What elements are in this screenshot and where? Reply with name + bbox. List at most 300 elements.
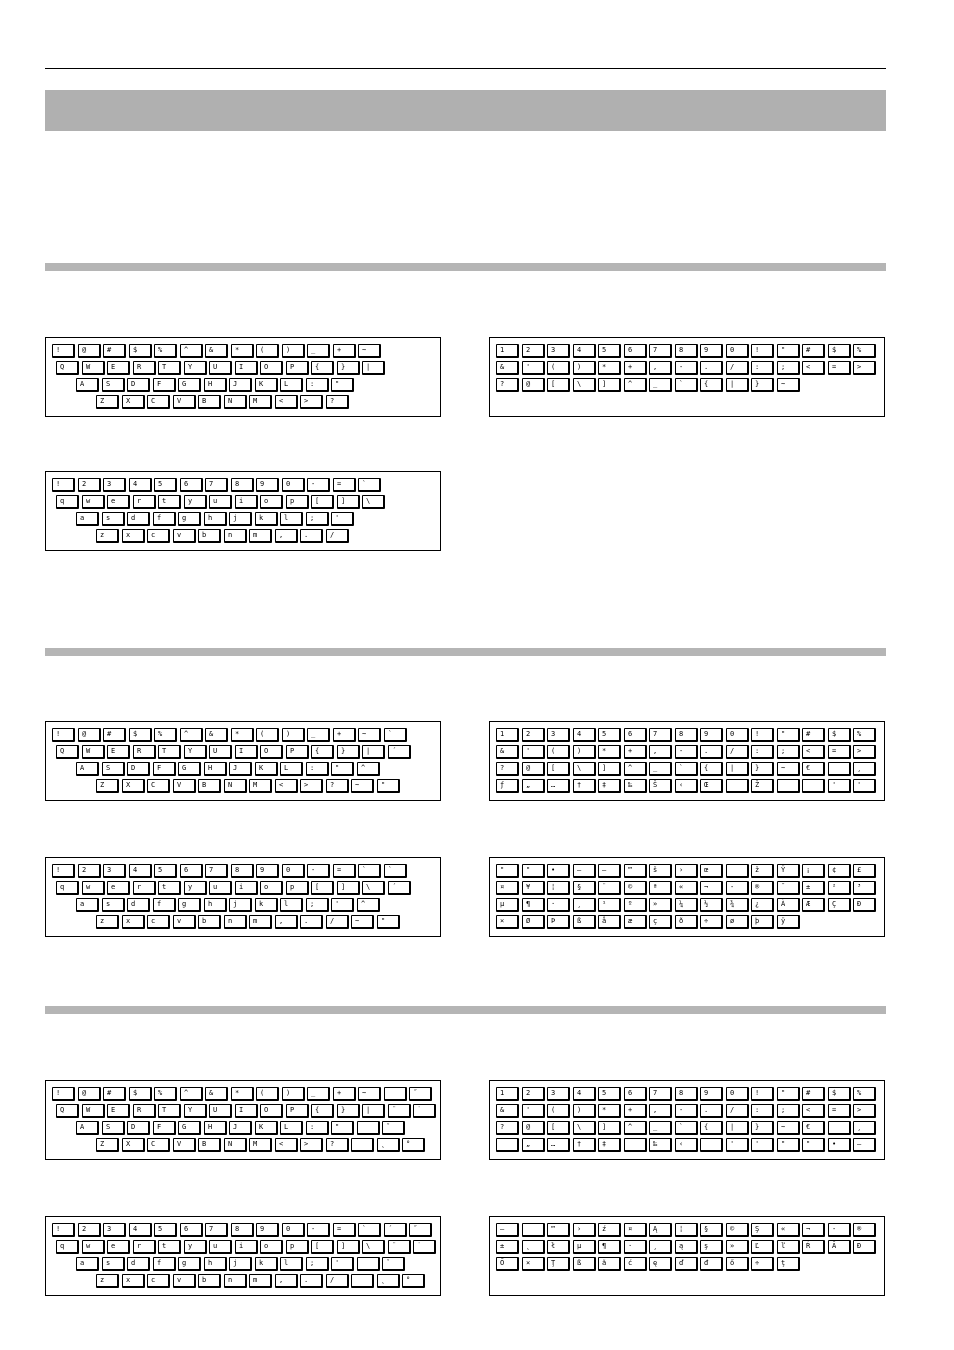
keyboard-key[interactable]: » (649, 898, 672, 912)
keyboard-key[interactable]: ! (751, 1087, 774, 1101)
keyboard-key[interactable]: ` (384, 864, 407, 878)
keyboard-key[interactable]: I (235, 1104, 258, 1118)
keyboard-key[interactable] (384, 1087, 407, 1101)
keyboard-key[interactable]: & (205, 1087, 228, 1101)
keyboard-key[interactable]: ~ (358, 1087, 381, 1101)
keyboard-key[interactable]: { (700, 378, 723, 392)
keyboard-key[interactable]: ¸ (853, 762, 876, 776)
keyboard-key[interactable]: " (777, 728, 800, 742)
keyboard-key[interactable]: ] (337, 495, 360, 509)
keyboard-key[interactable]: ~ (351, 915, 374, 929)
keyboard-key[interactable]: ) (573, 361, 596, 375)
keyboard-key[interactable]: F (153, 762, 176, 776)
keyboard-key[interactable]: ) (282, 728, 305, 742)
keyboard-key[interactable]: j (229, 898, 252, 912)
keyboard-key[interactable]: X (122, 1138, 145, 1152)
keyboard-key[interactable]: c (147, 915, 170, 929)
keyboard-key[interactable]: ! (751, 344, 774, 358)
keyboard-key[interactable]: ^ (180, 344, 203, 358)
keyboard-key[interactable]: - (675, 1104, 698, 1118)
keyboard-key[interactable]: b (198, 529, 221, 543)
keyboard-key[interactable]: i (235, 1240, 258, 1254)
keyboard-key[interactable]: . (700, 1104, 723, 1118)
keyboard-key[interactable]: ^ (357, 762, 380, 776)
keyboard-key[interactable]: @ (522, 1121, 545, 1135)
keyboard-key[interactable]: , (275, 529, 298, 543)
keyboard-key[interactable]: O (260, 1104, 283, 1118)
keyboard-key[interactable]: - (307, 1223, 330, 1237)
keyboard-key[interactable]: ‰ (624, 779, 647, 793)
keyboard-key[interactable]: Ľ (751, 1240, 774, 1254)
keyboard-key[interactable]: 2 (78, 864, 101, 878)
keyboard-key[interactable]: 5 (154, 478, 177, 492)
keyboard-key[interactable]: Ž (751, 779, 774, 793)
keyboard-key[interactable]: k (255, 1257, 278, 1271)
keyboard-key[interactable]: w (82, 1240, 105, 1254)
keyboard-key[interactable]: I (235, 361, 258, 375)
keyboard-key[interactable]: e (107, 1240, 130, 1254)
keyboard-key[interactable]: ¦ (675, 1223, 698, 1237)
keyboard-key[interactable]: £ (853, 864, 876, 878)
keyboard-key[interactable]: V (173, 395, 196, 409)
keyboard-key[interactable]: H (204, 1121, 227, 1135)
keyboard-key[interactable]: * (598, 1104, 621, 1118)
keyboard-key[interactable]: { (311, 1104, 334, 1118)
keyboard-key[interactable]: W (82, 745, 105, 759)
keyboard-key[interactable]: ™ (547, 1223, 570, 1237)
keyboard-key[interactable] (357, 1257, 380, 1271)
keyboard-key[interactable]: ; (306, 512, 329, 526)
keyboard-key[interactable]: & (205, 728, 228, 742)
keyboard-key[interactable]: / (726, 361, 749, 375)
keyboard-key[interactable]: % (853, 728, 876, 742)
keyboard-key[interactable]: ¨ (598, 881, 621, 895)
keyboard-key[interactable]: ¥ (522, 881, 545, 895)
keyboard-key[interactable]: 1 (496, 344, 519, 358)
keyboard-key[interactable]: : (306, 378, 329, 392)
keyboard-key[interactable]: \ (573, 378, 596, 392)
keyboard-key[interactable]: ± (802, 881, 825, 895)
keyboard-key[interactable]: t (158, 1240, 181, 1254)
keyboard-key[interactable]: € (802, 1121, 825, 1135)
keyboard-key[interactable]: : (751, 1104, 774, 1118)
keyboard-key[interactable]: ° (402, 1274, 425, 1288)
keyboard-key[interactable]: [ (311, 1240, 334, 1254)
keyboard-key[interactable]: & (496, 1104, 519, 1118)
keyboard-key[interactable]: ¯ (777, 881, 800, 895)
keyboard-key[interactable]: ø (726, 915, 749, 929)
keyboard-key[interactable] (522, 1223, 545, 1237)
keyboard-key[interactable]: _ (307, 344, 330, 358)
keyboard-key[interactable]: 4 (129, 478, 152, 492)
keyboard-key[interactable]: v (173, 529, 196, 543)
keyboard-key[interactable]: ' (331, 898, 354, 912)
keyboard-key[interactable]: ¬ (700, 881, 723, 895)
keyboard-key[interactable]: y (184, 1240, 207, 1254)
keyboard-key[interactable]: ~ (777, 762, 800, 776)
keyboard-key[interactable]: × (496, 915, 519, 929)
keyboard-key[interactable]: _ (307, 1087, 330, 1101)
keyboard-key[interactable]: . (700, 361, 723, 375)
keyboard-key[interactable]: ] (598, 1121, 621, 1135)
keyboard-key[interactable]: ! (52, 344, 75, 358)
keyboard-key[interactable]: f (153, 512, 176, 526)
keyboard-key[interactable]: ‹ (675, 1138, 698, 1152)
keyboard-key[interactable]: m (249, 1274, 272, 1288)
keyboard-key[interactable]: 9 (256, 478, 279, 492)
keyboard-key[interactable]: f (153, 1257, 176, 1271)
keyboard-key[interactable]: h (204, 898, 227, 912)
keyboard-key[interactable]: @ (78, 344, 101, 358)
keyboard-key[interactable]: y (184, 881, 207, 895)
keyboard-key[interactable]: \ (573, 1121, 596, 1135)
keyboard-key[interactable]: ÷ (751, 1257, 774, 1271)
keyboard-key[interactable]: p (286, 1240, 309, 1254)
keyboard-key[interactable]: 8 (675, 1087, 698, 1101)
keyboard-key[interactable]: Ţ (547, 1257, 570, 1271)
keyboard-key[interactable]: ^ (624, 762, 647, 776)
keyboard-key[interactable]: = (828, 361, 851, 375)
keyboard-key[interactable]: } (751, 378, 774, 392)
keyboard-key[interactable]: " (777, 1087, 800, 1101)
keyboard-key[interactable]: L (280, 378, 303, 392)
keyboard-key[interactable]: ' (522, 1104, 545, 1118)
keyboard-key[interactable]: § (573, 881, 596, 895)
keyboard-key[interactable]: ž (751, 864, 774, 878)
keyboard-key[interactable]: r (133, 1240, 156, 1254)
keyboard-key[interactable] (357, 1121, 380, 1135)
keyboard-key[interactable]: ) (282, 1087, 305, 1101)
keyboard-key[interactable]: n (224, 529, 247, 543)
keyboard-key[interactable]: , (275, 1274, 298, 1288)
keyboard-key[interactable]: : (306, 762, 329, 776)
keyboard-key[interactable]: T (158, 745, 181, 759)
keyboard-key[interactable]: < (275, 1138, 298, 1152)
keyboard-key[interactable]: 5 (598, 728, 621, 742)
keyboard-key[interactable]: … (547, 779, 570, 793)
keyboard-key[interactable]: i (235, 881, 258, 895)
keyboard-key[interactable]: L (280, 1121, 303, 1135)
keyboard-key[interactable]: c (147, 529, 170, 543)
keyboard-key[interactable]: \ (573, 762, 596, 776)
keyboard-key[interactable]: [ (311, 881, 334, 895)
keyboard-key[interactable]: ş (700, 1240, 723, 1254)
keyboard-key[interactable]: ³ (853, 881, 876, 895)
keyboard-key[interactable]: R (133, 361, 156, 375)
keyboard-key[interactable]: g (178, 512, 201, 526)
keyboard-key[interactable]: 6 (180, 1223, 203, 1237)
keyboard-key[interactable]: [ (547, 378, 570, 392)
keyboard-key[interactable]: 0 (282, 478, 305, 492)
keyboard-key[interactable]: ' (331, 512, 354, 526)
keyboard-key[interactable]: ; (306, 1257, 329, 1271)
keyboard-key[interactable]: % (154, 1087, 177, 1101)
keyboard-key[interactable]: - (307, 864, 330, 878)
keyboard-key[interactable]: > (300, 1138, 323, 1152)
keyboard-key[interactable]: ^ (180, 1087, 203, 1101)
keyboard-key[interactable]: 3 (103, 864, 126, 878)
keyboard-key[interactable]: \ (362, 1240, 385, 1254)
keyboard-key[interactable]: j (229, 1257, 252, 1271)
keyboard-key[interactable]: ~ (358, 344, 381, 358)
keyboard-key[interactable]: : (306, 1121, 329, 1135)
keyboard-key[interactable]: ( (547, 745, 570, 759)
keyboard-key[interactable]: Z (96, 395, 119, 409)
keyboard-key[interactable]: ^ (180, 728, 203, 742)
keyboard-key[interactable]: ® (853, 1223, 876, 1237)
keyboard-key[interactable]: > (853, 1104, 876, 1118)
keyboard-key[interactable]: * (598, 745, 621, 759)
keyboard-key[interactable]: - (675, 745, 698, 759)
keyboard-key[interactable]: - (726, 881, 749, 895)
keyboard-key[interactable]: c (147, 1274, 170, 1288)
keyboard-key[interactable]: ¶ (522, 898, 545, 912)
keyboard-key[interactable]: b (198, 1274, 221, 1288)
keyboard-key[interactable]: ] (337, 1240, 360, 1254)
keyboard-key[interactable]: l (280, 512, 303, 526)
keyboard-key[interactable]: O (260, 745, 283, 759)
keyboard-key[interactable]: ˇ (382, 1121, 405, 1135)
keyboard-key[interactable]: } (751, 762, 774, 776)
keyboard-key[interactable]: ; (777, 1104, 800, 1118)
keyboard-key[interactable]: Æ (802, 898, 825, 912)
keyboard-key[interactable]: N (224, 1138, 247, 1152)
keyboard-key[interactable]: 5 (154, 864, 177, 878)
keyboard-key[interactable]: ľ (777, 1240, 800, 1254)
keyboard-key[interactable]: & (496, 361, 519, 375)
keyboard-key[interactable]: O (260, 361, 283, 375)
keyboard-key[interactable]: ? (326, 779, 349, 793)
keyboard-key[interactable]: w (82, 881, 105, 895)
keyboard-key[interactable]: ~ (777, 378, 800, 392)
keyboard-key[interactable]: Y (184, 361, 207, 375)
keyboard-key[interactable]: " (777, 1138, 800, 1152)
keyboard-key[interactable]: ‰ (649, 1138, 672, 1152)
keyboard-key[interactable]: { (700, 1121, 723, 1135)
keyboard-key[interactable]: * (231, 344, 254, 358)
keyboard-key[interactable]: Ą (649, 1223, 672, 1237)
keyboard-key[interactable]: B (198, 395, 221, 409)
keyboard-key[interactable]: ` (675, 378, 698, 392)
keyboard-key[interactable]: ő (726, 1257, 749, 1271)
keyboard-key[interactable]: ¾ (726, 898, 749, 912)
keyboard-key[interactable]: a (76, 898, 99, 912)
keyboard-key[interactable]: ] (337, 881, 360, 895)
keyboard-key[interactable]: 3 (103, 478, 126, 492)
keyboard-key[interactable]: r (133, 495, 156, 509)
keyboard-key[interactable]: 2 (522, 344, 545, 358)
keyboard-key[interactable]: < (802, 745, 825, 759)
keyboard-key[interactable]: 0 (726, 1087, 749, 1101)
keyboard-key[interactable] (624, 1138, 647, 1152)
keyboard-key[interactable]: : (751, 745, 774, 759)
keyboard-key[interactable]: 0 (726, 728, 749, 742)
keyboard-key[interactable]: Ŕ (802, 1240, 825, 1254)
keyboard-key[interactable]: ˝ (409, 1087, 432, 1101)
keyboard-key[interactable]: • (547, 864, 570, 878)
keyboard-key[interactable]: > (853, 361, 876, 375)
keyboard-key[interactable]: % (853, 1087, 876, 1101)
keyboard-key[interactable]: B (198, 1138, 221, 1152)
keyboard-key[interactable]: ? (496, 378, 519, 392)
keyboard-key[interactable]: ? (326, 395, 349, 409)
keyboard-key[interactable] (828, 1121, 851, 1135)
keyboard-key[interactable]: ¤ (496, 881, 519, 895)
keyboard-key[interactable]: : (751, 361, 774, 375)
keyboard-key[interactable]: % (154, 344, 177, 358)
keyboard-key[interactable]: > (300, 779, 323, 793)
keyboard-key[interactable]: q (56, 881, 79, 895)
keyboard-key[interactable]: « (777, 1223, 800, 1237)
keyboard-key[interactable]: ` (358, 864, 381, 878)
keyboard-key[interactable]: 3 (547, 1087, 570, 1101)
keyboard-key[interactable]: / (326, 1274, 349, 1288)
keyboard-key[interactable]: – (573, 864, 596, 878)
keyboard-key[interactable]: š (649, 864, 672, 878)
keyboard-key[interactable]: @ (522, 762, 545, 776)
keyboard-key[interactable]: ¢ (828, 864, 851, 878)
keyboard-key[interactable]: X (122, 395, 145, 409)
keyboard-key[interactable]: V (173, 1138, 196, 1152)
keyboard-key[interactable]: k (255, 898, 278, 912)
keyboard-key[interactable]: & (205, 344, 228, 358)
keyboard-key[interactable]: / (726, 745, 749, 759)
keyboard-key[interactable]: z (96, 915, 119, 929)
keyboard-key[interactable]: ! (52, 478, 75, 492)
keyboard-key[interactable]: 3 (103, 1223, 126, 1237)
keyboard-key[interactable]: N (224, 779, 247, 793)
keyboard-key[interactable]: 6 (624, 1087, 647, 1101)
keyboard-key[interactable]: A (76, 762, 99, 776)
keyboard-key[interactable]: A (76, 378, 99, 392)
keyboard-key[interactable]: ź (598, 1223, 621, 1237)
keyboard-key[interactable]: # (103, 728, 126, 742)
keyboard-key[interactable]: i (235, 495, 258, 509)
keyboard-key[interactable]: 7 (649, 728, 672, 742)
keyboard-key[interactable]: T (158, 361, 181, 375)
keyboard-key[interactable]: ) (573, 1104, 596, 1118)
keyboard-key[interactable]: 4 (129, 1223, 152, 1237)
keyboard-key[interactable]: - (828, 1223, 851, 1237)
keyboard-key[interactable]: ţ (777, 1257, 800, 1271)
keyboard-key[interactable]: ß (573, 1257, 596, 1271)
keyboard-key[interactable] (828, 762, 851, 776)
keyboard-key[interactable]: v (173, 1274, 196, 1288)
keyboard-key[interactable]: ð (675, 915, 698, 929)
keyboard-key[interactable]: € (802, 762, 825, 776)
keyboard-key[interactable]: x (122, 529, 145, 543)
keyboard-key[interactable]: M (249, 1138, 272, 1152)
keyboard-key[interactable]: # (802, 344, 825, 358)
keyboard-key[interactable]: 3 (547, 728, 570, 742)
keyboard-key[interactable]: t (158, 881, 181, 895)
keyboard-key[interactable]: · (547, 898, 570, 912)
keyboard-key[interactable]: ' (726, 1138, 749, 1152)
keyboard-key[interactable]: + (333, 1087, 356, 1101)
keyboard-key[interactable]: | (726, 762, 749, 776)
keyboard-key[interactable]: k (255, 512, 278, 526)
keyboard-key[interactable]: = (333, 864, 356, 878)
keyboard-key[interactable]: , (649, 361, 672, 375)
keyboard-key[interactable]: Q (56, 1104, 79, 1118)
keyboard-key[interactable]: å (598, 915, 621, 929)
keyboard-key[interactable]: W (82, 361, 105, 375)
keyboard-key[interactable]: I (235, 745, 258, 759)
keyboard-key[interactable]: { (311, 361, 334, 375)
keyboard-key[interactable]: # (103, 1087, 126, 1101)
keyboard-key[interactable]: ] (598, 378, 621, 392)
keyboard-key[interactable]: — (496, 1223, 519, 1237)
keyboard-key[interactable]: E (107, 1104, 130, 1118)
keyboard-key[interactable]: " (331, 1121, 354, 1135)
keyboard-key[interactable]: X (122, 779, 145, 793)
keyboard-key[interactable]: | (362, 745, 385, 759)
keyboard-key[interactable]: u (209, 495, 232, 509)
keyboard-key[interactable]: d (127, 512, 150, 526)
keyboard-key[interactable]: ł (547, 1240, 570, 1254)
keyboard-key[interactable]: › (573, 1223, 596, 1237)
keyboard-key[interactable]: ® (751, 881, 774, 895)
keyboard-key[interactable]: F (153, 378, 176, 392)
keyboard-key[interactable]: f (153, 898, 176, 912)
keyboard-key[interactable]: ^ (624, 1121, 647, 1135)
keyboard-key[interactable]: 4 (129, 864, 152, 878)
keyboard-key[interactable]: 6 (624, 728, 647, 742)
keyboard-key[interactable]: _ (649, 1121, 672, 1135)
keyboard-key[interactable]: n (224, 915, 247, 929)
keyboard-key[interactable]: ' (751, 1138, 774, 1152)
keyboard-key[interactable]: P (286, 361, 309, 375)
keyboard-key[interactable]: + (624, 745, 647, 759)
keyboard-key[interactable]: Y (184, 745, 207, 759)
keyboard-key[interactable]: v (173, 915, 196, 929)
keyboard-key[interactable]: o (260, 881, 283, 895)
keyboard-key[interactable]: ~ (777, 1121, 800, 1135)
keyboard-key[interactable]: # (802, 1087, 825, 1101)
keyboard-key[interactable]: ; (777, 361, 800, 375)
keyboard-key[interactable]: Ş (751, 1223, 774, 1237)
keyboard-key[interactable]: T (158, 1104, 181, 1118)
keyboard-key[interactable] (726, 864, 749, 878)
keyboard-key[interactable]: , (275, 915, 298, 929)
keyboard-key[interactable]: 8 (675, 344, 698, 358)
keyboard-key[interactable]: t (158, 495, 181, 509)
keyboard-key[interactable]: } (337, 361, 360, 375)
keyboard-key[interactable]: x (122, 1274, 145, 1288)
keyboard-key[interactable]: < (802, 1104, 825, 1118)
keyboard-key[interactable] (700, 1138, 723, 1152)
keyboard-key[interactable]: ¸ (649, 1240, 672, 1254)
keyboard-key[interactable]: " (377, 915, 400, 929)
keyboard-key[interactable]: 9 (256, 864, 279, 878)
keyboard-key[interactable]: ' (522, 745, 545, 759)
keyboard-key[interactable]: @ (78, 728, 101, 742)
keyboard-key[interactable]: 2 (78, 478, 101, 492)
keyboard-key[interactable]: R (133, 1104, 156, 1118)
keyboard-key[interactable]: # (103, 344, 126, 358)
keyboard-key[interactable]: © (726, 1223, 749, 1237)
keyboard-key[interactable]: 6 (180, 864, 203, 878)
keyboard-key[interactable]: „ (522, 779, 545, 793)
keyboard-key[interactable]: ´ (384, 1223, 407, 1237)
keyboard-key[interactable]: K (255, 1121, 278, 1135)
keyboard-key[interactable]: u (209, 881, 232, 895)
keyboard-key[interactable]: C (147, 395, 170, 409)
keyboard-key[interactable]: p (286, 495, 309, 509)
keyboard-key[interactable]: U (209, 361, 232, 375)
keyboard-key[interactable]: r (133, 881, 156, 895)
keyboard-key[interactable]: © (624, 881, 647, 895)
